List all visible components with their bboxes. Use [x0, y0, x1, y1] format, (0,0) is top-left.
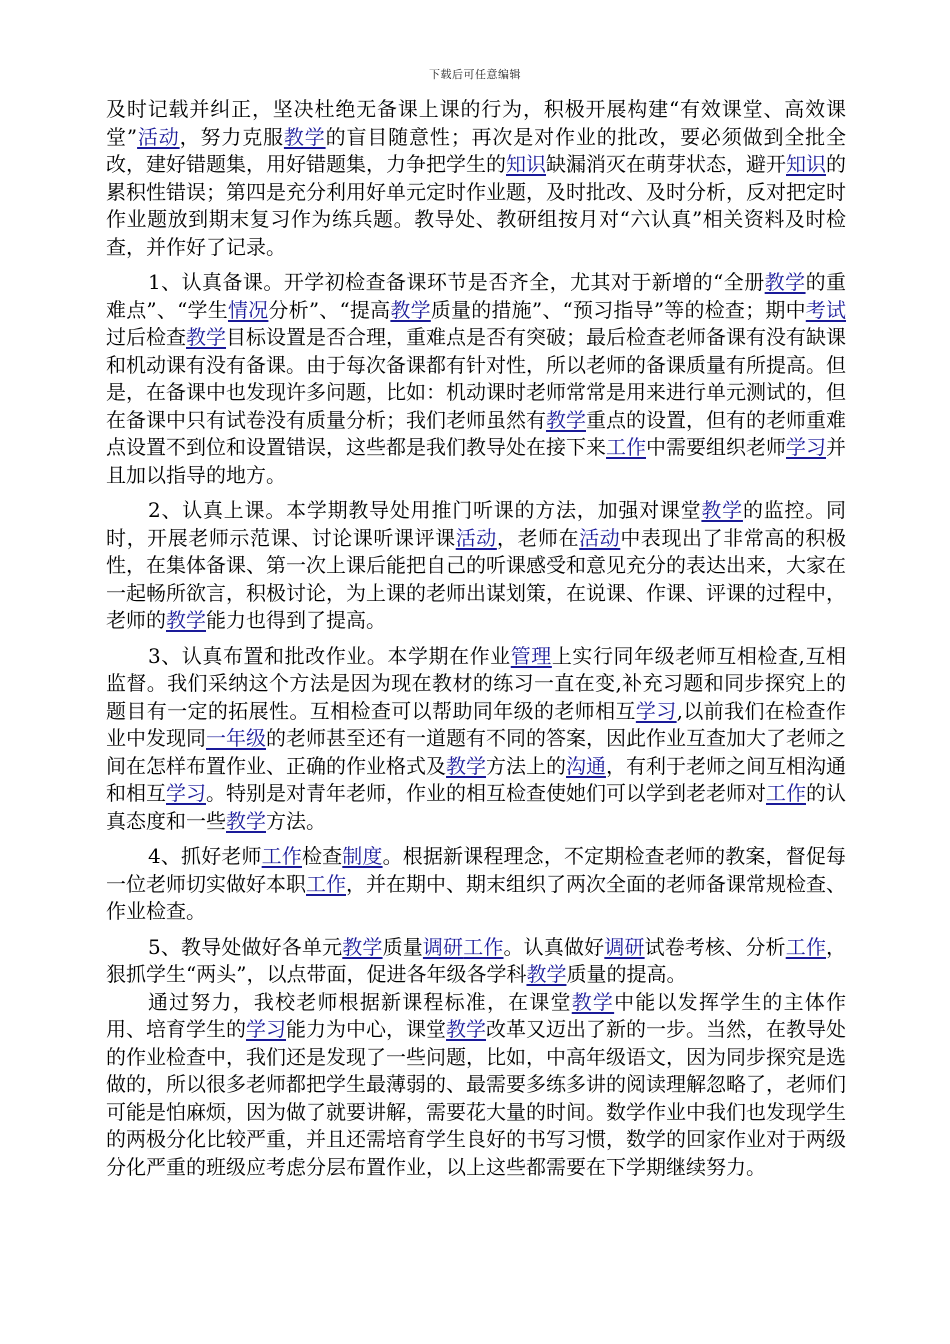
paragraph-text: 的老师甚至还有一道题有不同的答案，因此作业互查加大了老师之间在怎样布置作业、正确的作业格式及 — [106, 726, 846, 778]
paragraph-text: 中能以发挥学生的主体作用、培育学生的 — [106, 989, 846, 1041]
paragraph-text: 能力为中心，课堂 — [286, 1017, 446, 1041]
keyword-link[interactable]: 教学 — [764, 270, 806, 294]
paragraph-text: 3、认真布置和批改作业。本学期在作业 — [148, 643, 511, 668]
keyword-link[interactable]: 学习 — [246, 1017, 286, 1041]
keyword-link[interactable]: 工作 — [606, 435, 646, 459]
paragraph-text: 中表现出了非常高的积极性，在集体备课、第一次上课后能把自己的听课感受和意见充分的表达出来，大家在一起畅所欲言，积极讨论，为上课的老师出谋划策，在说课、作课、评课的过程中，老师的 — [106, 525, 847, 632]
paragraph-text: 的认真态度和一些 — [106, 781, 846, 833]
paragraph-text: 能力也得到了提高。 — [206, 608, 386, 632]
paragraph-text: 质量的措施”、“预习指导”等的检查；期中 — [430, 297, 806, 322]
paragraph-text: 。特别是对青年老师，作业的相互检查使她们可以学到老老师对 — [206, 781, 766, 805]
paragraph-text: 试卷考核、分析 — [644, 934, 786, 959]
paragraph — [106, 843, 846, 926]
keyword-link[interactable]: 学习 — [635, 698, 677, 723]
paragraph-text: 。认真做好 — [503, 934, 605, 959]
paragraph-text: 中需要组织老师 — [646, 435, 786, 459]
keyword-link[interactable]: 活动 — [455, 525, 497, 550]
keyword-link[interactable]: 教学 — [446, 753, 486, 778]
paragraph — [106, 989, 846, 1182]
paragraph-text: 过后检查 — [106, 325, 186, 349]
paragraph-text: 5、教导处做好各单元 — [148, 934, 343, 959]
paragraph — [106, 269, 846, 489]
keyword-link[interactable]: 教学 — [701, 498, 743, 522]
keyword-link[interactable]: 教学 — [390, 297, 431, 322]
paragraph — [106, 934, 846, 989]
keyword-link[interactable]: 教学 — [186, 325, 226, 349]
keyword-link[interactable]: 教学 — [166, 608, 206, 632]
keyword-link[interactable]: 教学 — [283, 124, 326, 149]
keyword-link[interactable]: 活动 — [579, 525, 621, 550]
paragraph — [106, 643, 846, 836]
keyword-link[interactable]: 工作 — [785, 934, 827, 959]
paragraph — [106, 96, 846, 261]
keyword-link[interactable]: 工作 — [261, 844, 302, 868]
paragraph-text: ，狠抓学生“两头”，以点带面，促进各年级各学科 — [106, 934, 847, 986]
keyword-link[interactable]: 沟通 — [566, 753, 606, 778]
keyword-link[interactable]: 情况 — [227, 297, 269, 322]
document-body — [106, 96, 846, 1181]
paragraph-text: 的重难点”、“学生 — [106, 270, 847, 322]
keyword-link[interactable]: 工作 — [463, 934, 504, 959]
paragraph-text: 改革又迈出了新的一步。当然，在教导处的作业检查中，我们还是发现了一些问题，比如，中高年级语文，因为同步探究是选做的，所以很多老师都把学生最薄弱的、最需要多练多讲的阅读理解忽略了，老师们可能是怕麻烦，因为做了就要讲解，需要花大量的时间。数学作业中我们也发现学生的两极分化比较严重，并且还需培育学生良好的书写习惯，数学的回家作业对于两级分化严重的班级应考虑分层布置作业，以上这些都需要在下学期继续努力。 — [106, 1017, 846, 1179]
keyword-link[interactable]: 考试 — [805, 297, 847, 322]
paragraph-text: ，并在期中、期末组织了两次全面的老师备课常规检查、作业检查。 — [106, 871, 846, 923]
keyword-link[interactable]: 教学 — [571, 989, 615, 1014]
paragraph-text: 通过努力，我校老师根据新课程标准，在课堂 — [148, 989, 572, 1014]
keyword-link[interactable]: 调研 — [422, 934, 464, 959]
paragraph-text: 方法。 — [266, 808, 326, 833]
paragraph-text: ，努力克服 — [179, 124, 284, 149]
keyword-link[interactable]: 教学 — [546, 407, 586, 432]
paragraph-text: 目标设置是否合理，重难点是否有突破；最后检查老师备课有没有缺课和机动课有没有备课。由于每次备课都有针对性，所以老师的备课质量有所提高。但是，在备课中也发现许多问题，比如：机动课时老师常常是用来进行单元测试的，但在备课中只有试卷没有质量分析；我们老师虽然有 — [106, 325, 846, 432]
keyword-link[interactable]: 教学 — [526, 962, 567, 986]
paragraph-text: ，有利于老师之间互相沟通和相互 — [106, 753, 846, 805]
paragraph-text: 检查 — [301, 844, 343, 868]
paragraph-text: 质量 — [382, 934, 423, 959]
keyword-link[interactable]: 教学 — [226, 808, 266, 833]
keyword-link[interactable]: 制度 — [342, 844, 383, 868]
keyword-link[interactable]: 活动 — [137, 124, 180, 149]
paragraph — [106, 497, 846, 635]
keyword-link[interactable]: 管理 — [510, 643, 552, 668]
keyword-link[interactable]: 学习 — [166, 781, 206, 805]
page-header: 下载后可任意编辑 — [429, 68, 521, 81]
paragraph-text: 的盲目随意性；再次是对作业的批改，要必须做到全批全改，建好错题集，用好错题集，力争把学生的 — [106, 124, 847, 176]
keyword-link[interactable]: 一年级 — [206, 726, 266, 750]
keyword-link[interactable]: 知识 — [506, 152, 546, 176]
keyword-link[interactable]: 调研 — [604, 934, 645, 959]
paragraph-text: 方法上的 — [486, 753, 566, 778]
keyword-link[interactable]: 学习 — [786, 435, 826, 459]
keyword-link[interactable]: 知识 — [786, 152, 826, 176]
paragraph-text: 2、认真上课。本学期教导处用推门听课的方法，加强对课堂 — [148, 498, 702, 522]
paragraph-text: 重点的设置，但有的老师重难点设置不到位和设置错误，这些都是我们教导处在接下来 — [106, 407, 846, 459]
paragraph-text: 1、认真备课。开学初检查备课环节是否齐全，尤其对于新增的“全册 — [148, 270, 765, 294]
paragraph-text: 质量的提高。 — [566, 962, 687, 986]
paragraph-text: 。根据新课程理念，不定期检查老师的教案，督促每一位老师切实做好本职 — [106, 844, 847, 896]
paragraph-text: 的监控。同时，开展老师示范课、讨论课听课评课 — [106, 498, 846, 550]
keyword-link[interactable]: 教学 — [446, 1017, 486, 1041]
keyword-link[interactable]: 工作 — [766, 781, 806, 805]
paragraph-text: 并且加以指导的地方。 — [106, 435, 846, 487]
paragraph-text: 及时记载并纠正，坚决杜绝无备课上课的行为，积极开展构建“有效课堂、高效课堂” — [106, 97, 846, 149]
keyword-link[interactable]: 工作 — [306, 871, 346, 896]
paragraph-text: 分析”、“提高 — [268, 297, 391, 322]
paragraph-text: 的累积性错误；第四是充分利用好单元定时作业题，及时批改、及时分析，反对把定时作业题放到期末复习作为练兵题。教导处、教研组按月对“六认真”相关资料及时检查，并作好了记录。 — [106, 152, 846, 259]
paragraph-text: 缺漏消灭在萌芽状态，避开 — [546, 152, 786, 176]
keyword-link[interactable]: 教学 — [342, 934, 383, 959]
paragraph-text: 4、抓好老师 — [148, 844, 262, 868]
paragraph-text: ,以前我们在检查作业中发现同 — [106, 698, 847, 750]
paragraph-text: 上实行同年级老师互相检查,互相监督。我们采纳这个方法是因为现在教材的练习一直在变,补充习题和同步探究上的题目有一定的拓展性。互相检查可以帮助同年级的老师相互 — [106, 643, 847, 723]
paragraph-text: ，老师在 — [496, 525, 580, 550]
